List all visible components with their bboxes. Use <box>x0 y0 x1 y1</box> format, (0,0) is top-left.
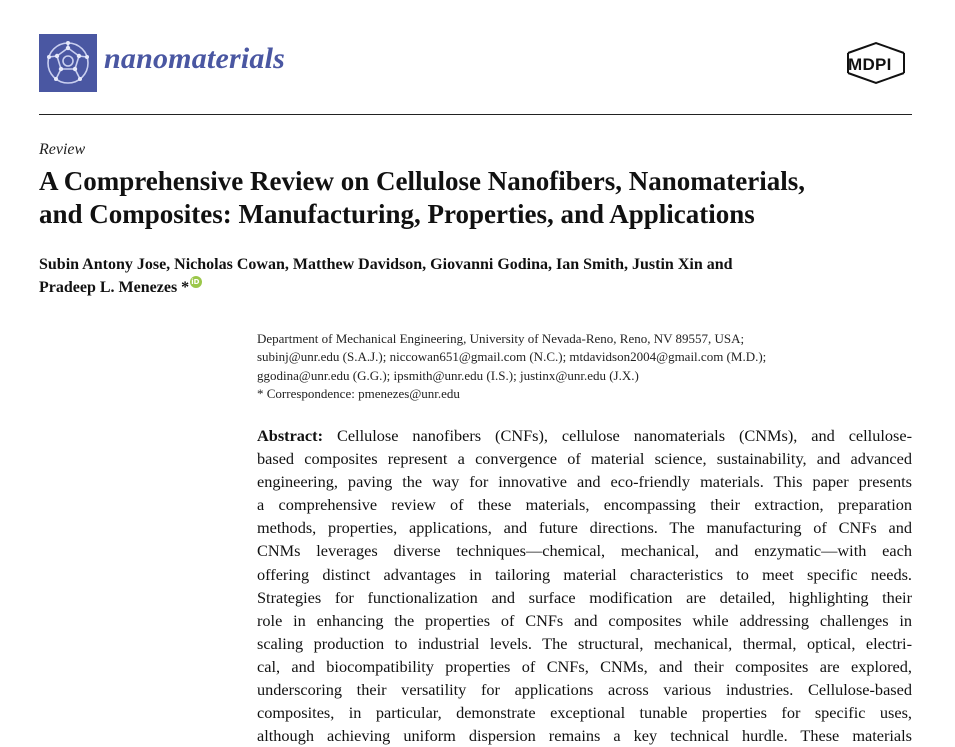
orcid-icon[interactable] <box>190 276 202 288</box>
affiliation-emails: subinj@unr.edu (S.A.J.); niccowan651@gmail.com (N.C.); mtdavidson2004@gmail.com (M.D.); <box>257 349 767 365</box>
abstract-line: CNMs leverages diverse techniques—chemical, mechanical, and enzymatic—with each <box>257 541 912 561</box>
title-line: and Composites: Manufacturing, Properties, and Applications <box>39 199 755 229</box>
corresponding-author: Pradeep L. Menezes * <box>39 279 190 296</box>
affiliation-block <box>257 330 766 403</box>
abstract-line: Strategies for functionalization and surface modification are detailed, highlighting their <box>257 587 912 607</box>
journal-name: nanomaterials <box>104 42 285 75</box>
abstract-line: a comprehensive review of these materials, encompassing their extraction, preparation <box>257 495 912 515</box>
journal-header <box>39 34 912 92</box>
abstract <box>257 424 912 747</box>
abstract-line: role in enhancing the properties of CNFs and composites while addressing challenges in <box>257 610 912 630</box>
abstract-line: cal, and biocompatibility properties of CNFs, CNMs, and their composites are explored, <box>257 656 912 676</box>
abstract-line: although achieving uniform dispersion remains a key technical hurdle. These materials <box>257 726 912 746</box>
abstract-line: composites, in particular, demonstrate exceptional tunable properties for specific uses, <box>257 703 912 723</box>
abstract-line: based composites represent a convergence of material science, sustainability, and advanced <box>257 449 912 469</box>
abstract-line <box>257 424 912 447</box>
publisher-name: MDPI <box>848 55 892 74</box>
abstract-line: offering distinct advantages in tailoring material characteristics to meet specific needs. <box>257 564 912 584</box>
abstract-line: methods, properties, applications, and future directions. The manufacturing of CNFs and <box>257 518 912 538</box>
abstract-line: engineering, paving the way for innovative and eco-friendly materials. This paper presents <box>257 472 912 492</box>
abstract-label: Abstract: <box>257 426 324 445</box>
abstract-first-text: Cellulose nanofibers (CNFs), cellulose nanomaterials (CNMs), and cellulose- <box>323 426 912 445</box>
author-line: Subin Antony Jose, Nicholas Cowan, Matthew Davidson, Giovanni Godina, Ian Smith, Justin Xin and <box>39 256 733 273</box>
abstract-line: underscoring their versatility for applications across various industries. Cellulose-based <box>257 680 912 700</box>
abstract-line: scaling production to industrial levels. The structural, mechanical, thermal, optical, electri- <box>257 633 912 653</box>
header-divider <box>39 114 912 115</box>
correspondence: * Correspondence: pmenezes@unr.edu <box>257 385 460 401</box>
affiliation-emails: ggodina@unr.edu (G.G.); ipsmith@unr.edu (I.S.); justinx@unr.edu (J.X.) <box>257 367 639 383</box>
title-line: A Comprehensive Review on Cellulose Nanofibers, Nanomaterials, <box>39 166 805 196</box>
author-list <box>39 253 733 299</box>
article-title <box>39 165 929 231</box>
mdpi-logo <box>840 41 912 85</box>
fullerene-icon <box>39 34 97 92</box>
article-type: Review <box>39 141 86 158</box>
author-line <box>39 276 733 299</box>
affiliation-line: Department of Mechanical Engineering, University of Nevada-Reno, Reno, NV 89557, USA; <box>257 331 745 346</box>
